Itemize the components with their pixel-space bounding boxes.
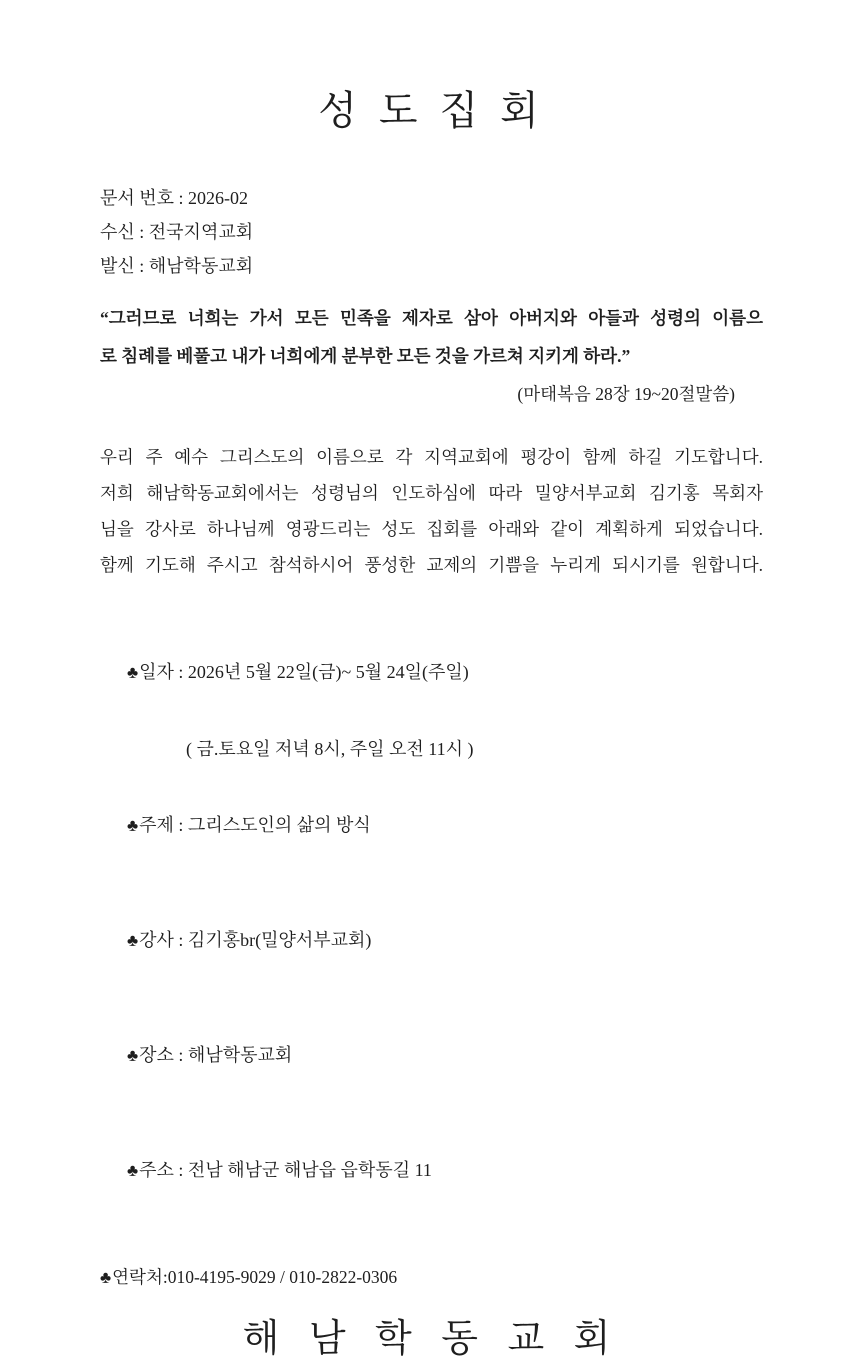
- scripture-quote-line-1: “그러므로 너희는 가서 모든 민족을 제자로 삼아 아버지와 아들과 성령의 이름으: [100, 308, 763, 328]
- detail-address-text: 주소 : 전남 해남군 해남읍 읍학동길 11: [139, 1160, 432, 1180]
- detail-date-text: 일자 : 2026년 5월 22일(금)~ 5월 24일(주일): [139, 662, 469, 682]
- scripture-quote-line-2: 로 침례를 베풀고 내가 너희에게 분부한 모든 것을 가르쳐 지키게 하라.”: [100, 346, 631, 366]
- detail-speaker: [100, 883, 763, 998]
- clover-bullet-icon: ♣: [127, 1161, 139, 1180]
- scripture-reference: (마태복음 28장 19~20절말씀): [517, 384, 735, 404]
- event-details-list: [100, 615, 763, 1228]
- greeting-line-2: 저희 해남학동교회에서는 성령님의 인도하심에 따라 밀양서부교회 김기홍 목회자: [100, 483, 763, 503]
- sender-line: 발신 : 해남학동교회: [100, 256, 254, 276]
- scripture-quote: [100, 299, 763, 413]
- detail-address: [100, 1113, 763, 1228]
- greeting-line-4: 함께 기도해 주시고 참석하시어 풍성한 교제의 기쁨을 누리게 되시기를 원합니다.: [100, 555, 763, 575]
- document-meta: [100, 181, 763, 283]
- clover-bullet-icon: ♣: [127, 1046, 139, 1065]
- contact-text: 연락처:010-4195-9029 / 010-2822-0306: [112, 1267, 398, 1287]
- greeting-paragraph: [100, 439, 763, 583]
- detail-venue-text: 장소 : 해남학동교회: [139, 1045, 293, 1065]
- clover-bullet-icon: ♣: [127, 931, 139, 950]
- recipient-line: 수신 : 전국지역교회: [100, 222, 254, 242]
- contact-line: [100, 1258, 763, 1297]
- clover-bullet-icon: ♣: [127, 816, 139, 835]
- church-name-footer: 해 남 학 동 교 회: [242, 1318, 621, 1360]
- detail-speaker-text: 강사 : 김기홍br(밀양서부교회): [139, 930, 372, 950]
- detail-topic: [100, 768, 763, 883]
- detail-topic-text: 주제 : 그리스도인의 삶의 방식: [139, 815, 371, 835]
- greeting-line-3: 님을 강사로 하나님께 영광드리는 성도 집회를 아래와 같이 계획하게 되었습니다.: [100, 519, 763, 539]
- clover-bullet-icon: ♣: [100, 1268, 112, 1287]
- detail-date: [100, 615, 763, 730]
- doc-number-line: 문서 번호 : 2026-02: [100, 188, 249, 208]
- page-title: 성 도 집 회: [318, 88, 545, 133]
- detail-venue: [100, 998, 763, 1113]
- greeting-line-1: 우리 주 예수 그리스도의 이름으로 각 지역교회에 평강이 함께 하길 기도합니다.: [100, 447, 763, 467]
- clover-bullet-icon: ♣: [127, 663, 139, 682]
- detail-date-note: ( 금.토요일 저녁 8시, 주일 오전 11시 ): [186, 739, 474, 759]
